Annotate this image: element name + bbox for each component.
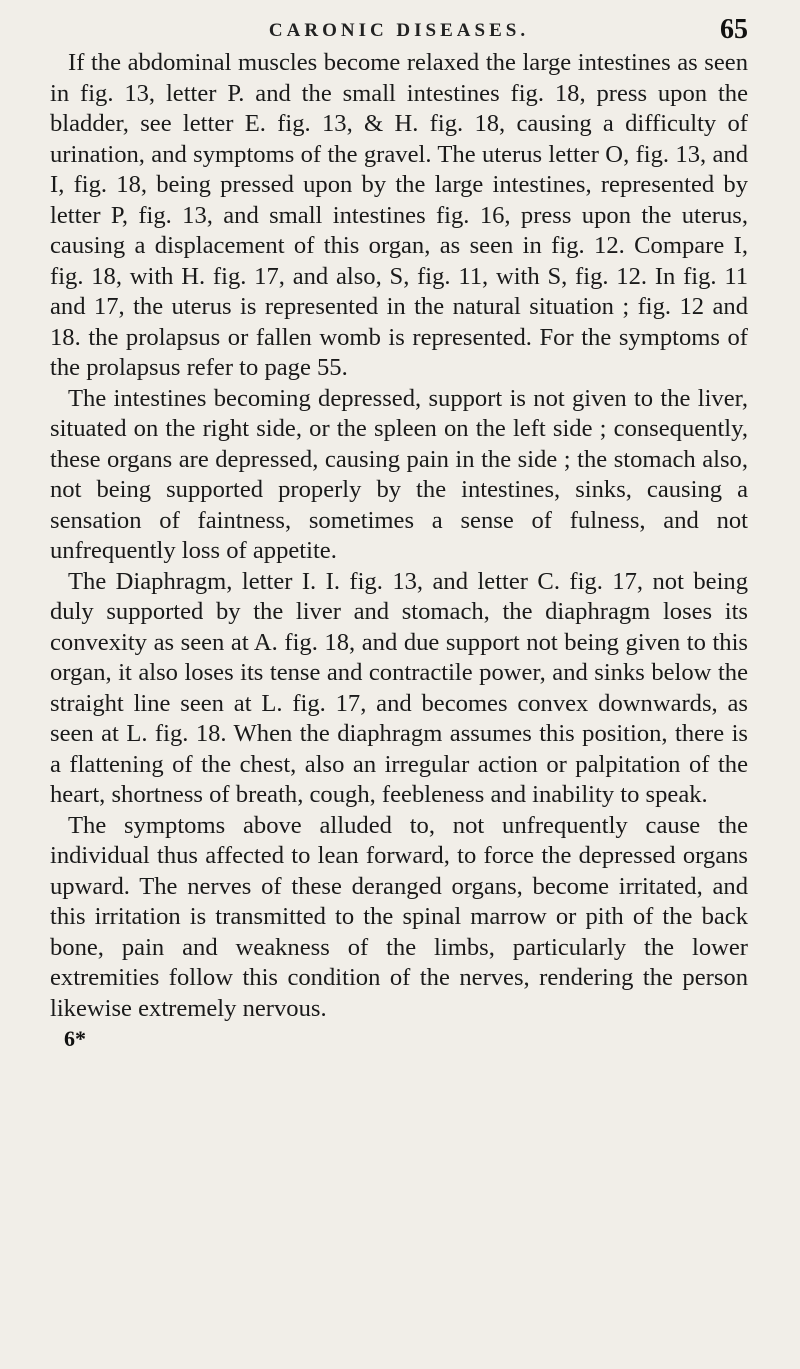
running-head (50, 6, 748, 45)
page-number: 65 (720, 14, 748, 45)
body-text (50, 48, 748, 1024)
running-title: CARONIC DISEASES. (268, 20, 530, 41)
paragraph-symptoms: The symptoms above alluded to, not unfrequently cause the individual thus affected to lean forward, to force the depressed organs upward. The nerves of these deranged organs, become irritated, and this irritation is transmitted to the spinal marrow or pith of the back bone, pain and weakness of the limbs, particularly the lower extremities follow this condition of the nerves, rendering the person likewise extremely nervous. (50, 811, 748, 1022)
paragraph-intestines-depressed: The intestines becoming depressed, support is not given to the liver, situated on the right side, or the spleen on the left side ; consequently, these organs are depressed, causing pain in the side ; the stomach also, not being supported properly by the intestines, sinks, causing a sensation of faintness, sometimes a sense of fulness, and not unfrequently loss of appetite. (50, 384, 748, 564)
paragraph-abdominal-muscles: If the abdominal muscles become relaxed the large intestines as seen in fig. 13, letter P. and the small intestines fig. 18, press upon the bladder, see letter E. fig. 13, & H. fig. 18, causing a difficulty of urination, and symptoms of the gravel. The uterus letter O, fig. 13, and I, fig. 18, being pressed upon by the large intestines, represented by letter P, fig. 13, and small intestines fig. 16, press upon the uterus, causing a displacement of this organ, as seen in fig. 12. Compare I, fig. 18, with H. fig. 17, and also, S, fig. 11, with S, fig. 12. In fig. 11 and 17, the uterus is represented in the natural situation ; fig. 12 and 18. the prolapsus or fallen womb is represented. For the symptoms of the prolapsus refer to page 55. (50, 49, 748, 381)
signature-mark: 6* (64, 1026, 86, 1051)
paragraph-diaphragm: The Diaphragm, letter I. I. fig. 13, and letter C. fig. 17, not being duly supported by the liver and stomach, the diaphragm loses its convexity as seen at A. fig. 18, and due support not being given to this organ, it also loses its tense and contractile power, and sinks below the straight line seen at L. fig. 17, and becomes convex downwards, as seen at L. fig. 18. When the diaphragm assumes this position, there is a flattening of the chest, also an irregular action or palpitation of the heart, shortness of breath, cough, feebleness and inability to speak. (50, 567, 748, 808)
